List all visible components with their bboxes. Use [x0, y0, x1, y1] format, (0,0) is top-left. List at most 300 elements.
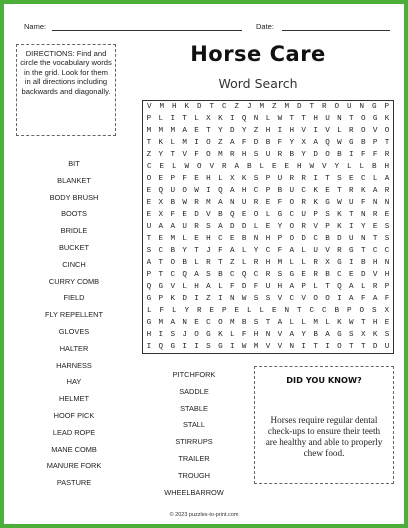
grid-letter[interactable]: Z	[271, 103, 277, 111]
grid-letter[interactable]: K	[241, 175, 247, 183]
grid-letter[interactable]: S	[384, 223, 390, 231]
grid-letter[interactable]: D	[229, 223, 235, 231]
grid-letter[interactable]: H	[289, 127, 295, 135]
grid-letter[interactable]: F	[360, 151, 366, 159]
grid-letter[interactable]: O	[359, 307, 365, 315]
grid-letter[interactable]: Y	[218, 127, 223, 135]
grid-letter[interactable]: Y	[158, 151, 164, 159]
grid-letter[interactable]: L	[171, 307, 177, 315]
grid-letter[interactable]: P	[170, 175, 176, 183]
grid-letter[interactable]: C	[253, 271, 259, 279]
grid-letter[interactable]: H	[384, 163, 390, 171]
grid-letter[interactable]: V	[277, 331, 283, 339]
grid-letter[interactable]: L	[301, 259, 306, 267]
grid-letter[interactable]: L	[241, 259, 247, 267]
grid-letter[interactable]: L	[301, 319, 306, 327]
grid-letter[interactable]: H	[206, 235, 211, 243]
grid-letter[interactable]: D	[301, 235, 306, 243]
grid-letter[interactable]: E	[234, 307, 240, 315]
grid-letter[interactable]: Z	[229, 259, 235, 267]
grid-letter[interactable]: A	[194, 271, 199, 279]
grid-letter[interactable]: R	[337, 247, 342, 255]
grid-letter[interactable]: C	[221, 103, 227, 111]
grid-letter[interactable]: I	[194, 343, 199, 351]
grid-letter[interactable]: A	[146, 259, 152, 267]
grid-letter[interactable]: H	[277, 283, 283, 291]
grid-letter[interactable]: I	[229, 115, 235, 123]
grid-letter[interactable]: M	[218, 151, 223, 159]
grid-letter[interactable]: Z	[218, 139, 223, 147]
grid-letter[interactable]: P	[301, 283, 306, 291]
grid-letter[interactable]: F	[194, 151, 199, 159]
grid-letter[interactable]: B	[325, 271, 330, 279]
grid-letter[interactable]: A	[313, 139, 318, 147]
grid-letter[interactable]: L	[289, 259, 295, 267]
grid-letter[interactable]: C	[384, 247, 390, 255]
grid-letter[interactable]: T	[309, 103, 315, 111]
grid-letter[interactable]: V	[325, 247, 330, 255]
grid-letter[interactable]: I	[313, 175, 318, 183]
grid-letter[interactable]: I	[194, 295, 199, 303]
grid-letter[interactable]: P	[265, 187, 271, 195]
grid-letter[interactable]: B	[265, 139, 271, 147]
grid-letter[interactable]: N	[253, 235, 259, 243]
grid-letter[interactable]: N	[229, 295, 235, 303]
grid-letter[interactable]: O	[182, 187, 187, 195]
grid-letter[interactable]: C	[309, 307, 315, 315]
grid-letter[interactable]: B	[325, 235, 330, 243]
grid-letter[interactable]: C	[360, 175, 366, 183]
grid-letter[interactable]: O	[313, 295, 318, 303]
grid-letter[interactable]: I	[349, 259, 354, 267]
grid-letter[interactable]: Q	[241, 115, 247, 123]
grid-letter[interactable]: U	[265, 151, 271, 159]
grid-letter[interactable]: C	[170, 271, 176, 279]
grid-letter[interactable]: S	[349, 331, 354, 339]
grid-letter[interactable]: A	[229, 247, 235, 255]
grid-letter[interactable]: B	[313, 331, 318, 339]
grid-letter[interactable]: V	[301, 295, 306, 303]
grid-letter[interactable]: B	[277, 187, 283, 195]
grid-letter[interactable]: R	[206, 259, 211, 267]
grid-letter[interactable]: L	[194, 259, 199, 267]
grid-letter[interactable]: A	[182, 127, 187, 135]
grid-letter[interactable]: O	[360, 127, 366, 135]
grid-letter[interactable]: E	[241, 211, 247, 219]
grid-letter[interactable]: U	[384, 343, 390, 351]
grid-letter[interactable]: W	[184, 163, 190, 171]
grid-letter[interactable]: Q	[229, 211, 235, 219]
grid-letter[interactable]: E	[158, 235, 164, 243]
grid-letter[interactable]: Y	[277, 223, 283, 231]
grid-letter[interactable]: B	[182, 259, 187, 267]
grid-letter[interactable]: I	[206, 187, 211, 195]
grid-letter[interactable]: T	[158, 259, 164, 267]
grid-letter[interactable]: D	[182, 295, 187, 303]
grid-letter[interactable]: Y	[301, 151, 306, 159]
grid-letter[interactable]: O	[325, 151, 330, 159]
grid-letter[interactable]: A	[384, 175, 390, 183]
grid-letter[interactable]: G	[158, 283, 164, 291]
grid-letter[interactable]: C	[313, 235, 318, 243]
grid-letter[interactable]: L	[171, 163, 177, 171]
grid-letter[interactable]: Z	[146, 151, 152, 159]
grid-letter[interactable]: X	[360, 331, 366, 339]
grid-letter[interactable]: Z	[253, 127, 259, 135]
grid-letter[interactable]: T	[265, 319, 271, 327]
grid-letter[interactable]: I	[301, 343, 306, 351]
grid-letter[interactable]: I	[146, 343, 152, 351]
grid-letter[interactable]: M	[158, 127, 164, 135]
grid-letter[interactable]: M	[206, 199, 211, 207]
grid-letter[interactable]: Q	[325, 139, 330, 147]
grid-letter[interactable]: F	[241, 139, 247, 147]
grid-letter[interactable]: S	[277, 271, 283, 279]
grid-letter[interactable]: A	[229, 139, 235, 147]
grid-letter[interactable]: H	[194, 283, 199, 291]
grid-letter[interactable]: D	[194, 211, 199, 219]
grid-letter[interactable]: O	[360, 115, 366, 123]
grid-letter[interactable]: R	[384, 151, 390, 159]
grid-letter[interactable]: I	[337, 295, 342, 303]
grid-letter[interactable]: C	[321, 307, 327, 315]
grid-letter[interactable]: T	[325, 175, 330, 183]
grid-letter[interactable]: E	[209, 307, 215, 315]
grid-letter[interactable]: U	[349, 235, 354, 243]
grid-letter[interactable]: I	[313, 127, 318, 135]
grid-letter[interactable]: E	[194, 319, 199, 327]
grid-letter[interactable]: G	[337, 259, 342, 267]
grid-letter[interactable]: M	[146, 127, 152, 135]
grid-letter[interactable]: H	[241, 151, 247, 159]
grid-letter[interactable]: G	[371, 103, 377, 111]
grid-letter[interactable]: M	[253, 343, 259, 351]
grid-letter[interactable]: C	[218, 235, 223, 243]
grid-letter[interactable]: T	[289, 115, 295, 123]
grid-letter[interactable]: S	[206, 271, 211, 279]
grid-letter[interactable]: P	[146, 115, 152, 123]
grid-letter[interactable]: O	[334, 103, 340, 111]
grid-letter[interactable]: Z	[234, 103, 240, 111]
grid-letter[interactable]: E	[372, 223, 378, 231]
grid-letter[interactable]: U	[146, 223, 152, 231]
grid-letter[interactable]: R	[221, 163, 227, 171]
grid-letter[interactable]: S	[206, 343, 211, 351]
grid-letter[interactable]: M	[170, 235, 176, 243]
grid-letter[interactable]: R	[349, 187, 354, 195]
grid-letter[interactable]: U	[346, 103, 352, 111]
grid-letter[interactable]: L	[182, 283, 187, 291]
grid-letter[interactable]: A	[325, 331, 330, 339]
grid-letter[interactable]: Y	[360, 223, 366, 231]
grid-letter[interactable]: K	[384, 115, 390, 123]
grid-letter[interactable]: E	[271, 163, 277, 171]
grid-letter[interactable]: D	[296, 103, 302, 111]
grid-letter[interactable]: Y	[241, 127, 247, 135]
grid-letter[interactable]: G	[218, 343, 223, 351]
grid-letter[interactable]: L	[229, 331, 235, 339]
grid-letter[interactable]: Z	[206, 295, 211, 303]
grid-letter[interactable]: I	[325, 343, 330, 351]
grid-letter[interactable]: E	[194, 235, 199, 243]
grid-letter[interactable]: O	[337, 343, 342, 351]
grid-letter[interactable]: H	[171, 103, 177, 111]
grid-letter[interactable]: S	[265, 295, 271, 303]
grid-letter[interactable]: E	[194, 175, 199, 183]
grid-letter[interactable]: T	[360, 319, 366, 327]
grid-letter[interactable]: T	[194, 247, 199, 255]
grid-letter[interactable]: B	[246, 163, 252, 171]
grid-letter[interactable]: P	[277, 235, 283, 243]
grid-letter[interactable]: K	[218, 331, 223, 339]
grid-letter[interactable]: W	[182, 199, 187, 207]
grid-letter[interactable]: I	[229, 343, 235, 351]
grid-letter[interactable]: A	[229, 187, 235, 195]
grid-letter[interactable]: A	[234, 163, 240, 171]
grid-letter[interactable]: D	[241, 223, 247, 231]
grid-letter[interactable]: B	[360, 139, 366, 147]
grid-letter[interactable]: E	[265, 223, 271, 231]
grid-letter[interactable]: R	[384, 187, 390, 195]
grid-letter[interactable]: A	[218, 199, 223, 207]
grid-letter[interactable]: M	[277, 259, 283, 267]
grid-letter[interactable]: M	[158, 319, 164, 327]
grid-letter[interactable]: G	[170, 343, 176, 351]
grid-letter[interactable]: R	[196, 307, 202, 315]
grid-letter[interactable]: X	[301, 139, 306, 147]
grid-letter[interactable]: F	[218, 247, 223, 255]
grid-letter[interactable]: D	[313, 151, 318, 159]
grid-letter[interactable]: K	[218, 115, 223, 123]
grid-letter[interactable]: D	[253, 139, 259, 147]
grid-letter[interactable]: H	[265, 259, 271, 267]
grid-letter[interactable]: G	[325, 199, 330, 207]
grid-letter[interactable]: G	[146, 319, 152, 327]
grid-letter[interactable]: Q	[158, 187, 164, 195]
grid-letter[interactable]: T	[349, 343, 354, 351]
grid-letter[interactable]: E	[158, 175, 164, 183]
grid-letter[interactable]: R	[301, 175, 306, 183]
grid-letter[interactable]: Y	[182, 247, 187, 255]
grid-letter[interactable]: E	[384, 319, 390, 327]
grid-letter[interactable]: R	[321, 103, 327, 111]
grid-letter[interactable]: P	[384, 283, 390, 291]
grid-letter[interactable]: C	[229, 271, 235, 279]
grid-letter[interactable]: N	[253, 115, 259, 123]
grid-letter[interactable]: T	[337, 187, 342, 195]
grid-letter[interactable]: O	[289, 199, 295, 207]
grid-letter[interactable]: U	[301, 211, 306, 219]
grid-letter[interactable]: L	[246, 307, 252, 315]
grid-letter[interactable]: B	[170, 247, 176, 255]
grid-letter[interactable]: C	[337, 271, 342, 279]
grid-letter[interactable]: N	[384, 259, 390, 267]
grid-letter[interactable]: F	[229, 283, 235, 291]
grid-letter[interactable]: T	[349, 211, 354, 219]
grid-letter[interactable]: T	[206, 127, 211, 135]
grid-letter[interactable]: Y	[301, 331, 306, 339]
grid-letter[interactable]: V	[170, 283, 176, 291]
grid-letter[interactable]: S	[170, 331, 176, 339]
grid-letter[interactable]: K	[170, 295, 176, 303]
grid-letter[interactable]: V	[277, 295, 283, 303]
grid-letter[interactable]: Y	[253, 247, 259, 255]
grid-letter[interactable]: E	[146, 199, 152, 207]
grid-letter[interactable]: M	[259, 103, 265, 111]
grid-letter[interactable]: R	[253, 259, 259, 267]
grid-letter[interactable]: C	[146, 163, 152, 171]
grid-letter[interactable]: A	[289, 247, 295, 255]
grid-letter[interactable]: P	[384, 103, 390, 111]
grid-letter[interactable]: A	[289, 283, 295, 291]
grid-letter[interactable]: L	[182, 235, 187, 243]
grid-letter[interactable]: E	[265, 199, 271, 207]
grid-letter[interactable]: L	[146, 307, 152, 315]
grid-letter[interactable]: E	[194, 127, 199, 135]
grid-letter[interactable]: L	[170, 139, 176, 147]
grid-letter[interactable]: D	[372, 343, 378, 351]
grid-letter[interactable]: L	[372, 175, 378, 183]
grid-letter[interactable]: T	[313, 343, 318, 351]
grid-letter[interactable]: R	[229, 151, 235, 159]
grid-letter[interactable]: T	[301, 115, 306, 123]
grid-letter[interactable]: G	[337, 331, 342, 339]
grid-letter[interactable]: B	[241, 235, 247, 243]
grid-letter[interactable]: A	[206, 283, 211, 291]
grid-letter[interactable]: S	[325, 211, 330, 219]
grid-letter[interactable]: E	[349, 271, 354, 279]
grid-letter[interactable]: V	[277, 343, 283, 351]
grid-letter[interactable]: O	[289, 235, 295, 243]
grid-letter[interactable]: E	[159, 163, 165, 171]
grid-letter[interactable]: V	[206, 211, 211, 219]
grid-letter[interactable]: P	[313, 211, 318, 219]
grid-letter[interactable]: S	[206, 223, 211, 231]
grid-letter[interactable]: C	[206, 319, 211, 327]
grid-letter[interactable]: B	[337, 151, 342, 159]
grid-letter[interactable]: H	[265, 235, 271, 243]
grid-letter[interactable]: A	[158, 223, 164, 231]
grid-letter[interactable]: P	[265, 175, 271, 183]
grid-letter[interactable]: I	[349, 223, 354, 231]
grid-letter[interactable]: N	[182, 319, 187, 327]
grid-letter[interactable]: T	[146, 235, 152, 243]
grid-letter[interactable]: V	[372, 127, 378, 135]
grid-letter[interactable]: B	[170, 199, 176, 207]
grid-letter[interactable]: K	[337, 223, 342, 231]
grid-letter[interactable]: M	[313, 319, 318, 327]
grid-letter[interactable]: S	[384, 331, 390, 339]
grid-letter[interactable]: M	[170, 127, 176, 135]
grid-letter[interactable]: T	[349, 115, 354, 123]
grid-letter[interactable]: D	[337, 235, 342, 243]
grid-letter[interactable]: P	[346, 307, 352, 315]
grid-letter[interactable]: W	[241, 343, 247, 351]
grid-letter[interactable]: V	[209, 163, 215, 171]
grid-letter[interactable]: F	[372, 151, 378, 159]
grid-letter[interactable]: C	[372, 247, 378, 255]
grid-letter[interactable]: Q	[182, 271, 187, 279]
grid-letter[interactable]: R	[301, 199, 306, 207]
grid-letter[interactable]: E	[284, 163, 290, 171]
grid-letter[interactable]: K	[360, 187, 366, 195]
grid-letter[interactable]: S	[253, 151, 259, 159]
grid-letter[interactable]: M	[159, 103, 165, 111]
grid-letter[interactable]: K	[184, 103, 190, 111]
grid-letter[interactable]: W	[241, 295, 247, 303]
grid-letter[interactable]: N	[337, 115, 342, 123]
grid-letter[interactable]: F	[253, 283, 259, 291]
grid-letter[interactable]: O	[206, 151, 211, 159]
grid-letter[interactable]: F	[277, 199, 283, 207]
grid-letter[interactable]: B	[218, 211, 223, 219]
grid-letter[interactable]: T	[384, 139, 390, 147]
grid-letter[interactable]: H	[253, 331, 259, 339]
grid-letter[interactable]: T	[146, 139, 152, 147]
grid-letter[interactable]: B	[218, 271, 223, 279]
grid-letter[interactable]: O	[194, 331, 199, 339]
grid-letter[interactable]: J	[246, 103, 252, 111]
grid-letter[interactable]: C	[265, 247, 271, 255]
grid-letter[interactable]: O	[170, 259, 176, 267]
grid-letter[interactable]: L	[313, 283, 318, 291]
grid-letter[interactable]: O	[289, 223, 295, 231]
grid-letter[interactable]: X	[229, 175, 235, 183]
grid-letter[interactable]: R	[194, 223, 199, 231]
grid-letter[interactable]: H	[313, 115, 318, 123]
grid-letter[interactable]: R	[349, 127, 354, 135]
grid-letter[interactable]: K	[372, 331, 378, 339]
grid-letter[interactable]: V	[313, 223, 318, 231]
grid-letter[interactable]: I	[158, 331, 164, 339]
grid-letter[interactable]: R	[289, 175, 295, 183]
grid-letter[interactable]: E	[229, 235, 235, 243]
grid-letter[interactable]: P	[372, 139, 378, 147]
grid-letter[interactable]: A	[349, 295, 354, 303]
grid-letter[interactable]: Y	[334, 163, 340, 171]
grid-letter[interactable]: L	[241, 247, 247, 255]
grid-letter[interactable]: S	[253, 319, 259, 327]
grid-letter[interactable]: N	[372, 199, 378, 207]
grid-letter[interactable]: U	[349, 199, 354, 207]
grid-letter[interactable]: A	[277, 319, 283, 327]
grid-letter[interactable]: L	[259, 163, 265, 171]
grid-letter[interactable]: Y	[184, 307, 190, 315]
grid-letter[interactable]: G	[289, 271, 295, 279]
grid-letter[interactable]: I	[277, 127, 283, 135]
grid-letter[interactable]: E	[384, 211, 390, 219]
grid-letter[interactable]: L	[218, 175, 223, 183]
grid-letter[interactable]: H	[296, 163, 302, 171]
grid-letter[interactable]: A	[349, 283, 354, 291]
grid-letter[interactable]: T	[170, 151, 176, 159]
grid-letter[interactable]: L	[253, 223, 259, 231]
grid-letter[interactable]: D	[241, 283, 247, 291]
grid-letter[interactable]: U	[325, 115, 330, 123]
grid-letter[interactable]: T	[158, 271, 164, 279]
grid-letter[interactable]: H	[384, 271, 390, 279]
grid-letter[interactable]: H	[146, 331, 152, 339]
grid-letter[interactable]: X	[206, 115, 211, 123]
grid-letter[interactable]: A	[289, 331, 295, 339]
grid-letter[interactable]: X	[158, 211, 164, 219]
grid-letter[interactable]: W	[337, 139, 342, 147]
grid-letter[interactable]: M	[182, 139, 187, 147]
grid-letter[interactable]: O	[218, 319, 223, 327]
grid-letter[interactable]: O	[146, 175, 152, 183]
grid-letter[interactable]: W	[349, 319, 354, 327]
grid-letter[interactable]: K	[158, 139, 164, 147]
